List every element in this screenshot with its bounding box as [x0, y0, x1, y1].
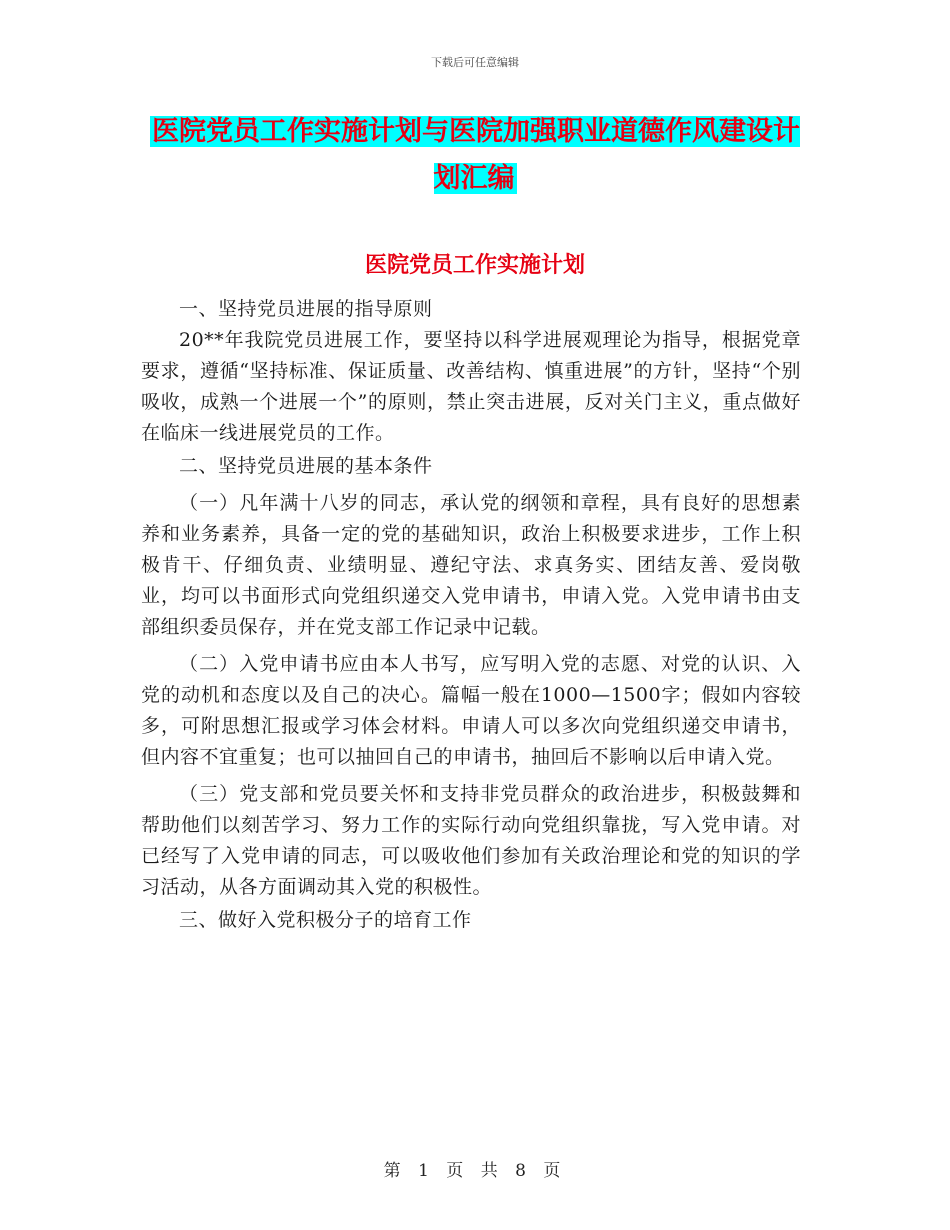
paragraph-principles: 20**年我院党员进展工作，要坚持以科学进展观理论为指导，根据党章要求，遵循“坚持标准、保证质量、改善结构、慎重进展”的方针，坚持“个别吸收，成熟一个进展一个”的原则，禁止突击进展，反对关门主义，重点做好在临床一线进展党员的工作。	[141, 329, 801, 444]
section-title: 医院党员工作实施计划	[364, 252, 585, 278]
document-title-text: 医院党员工作实施计划与医院加强职业道德作风建设计划汇编	[152, 116, 800, 194]
document-title	[140, 108, 810, 202]
heading-training: 三、做好入党积极分子的培育工作	[179, 909, 472, 931]
paragraph-condition-2: （二）入党申请书应由本人书写，应写明入党的志愿、对党的认识、入党的动机和态度以及自己的决心。篇幅一般在1000—1500字；假如内容较多，可附思想汇报或学习体会材料。申请人可以多次向党组织递交申请书，但内容不宜重复；也可以抽回自己的申请书，抽回后不影响以后申请入党。	[141, 653, 801, 768]
paragraph-condition-1: （一）凡年满十八岁的同志，承认党的纲领和章程，具有良好的思想素养和业务素养，具备一定的党的基础知识，政治上积极要求进步，工作上积极肯干、仔细负责、业绩明显、遵纪守法、求真务实、团结友善、爱岗敬业，均可以书面形式向党组织递交入党申请书，申请入党。入党申请书由支部组织委员保存，并在党支部工作记录中记载。	[141, 492, 801, 638]
page-header-note: 下载后可任意编辑	[431, 56, 519, 69]
document-body	[141, 292, 801, 936]
page-number-footer: 第 1 页 共 8 页	[383, 1161, 567, 1181]
heading-conditions: 二、坚持党员进展的基本条件	[179, 455, 433, 477]
heading-principles: 一、坚持党员进展的指导原则	[179, 298, 433, 320]
paragraph-condition-3: （三）党支部和党员要关怀和支持非党员群众的政治进步，积极鼓舞和帮助他们以刻苦学习、努力工作的实际行动向党组织靠拢，写入党申请。对已经写了入党申请的同志，可以吸收他们参加有关政治理论和党的知识的学习活动，从各方面调动其入党的积极性。	[141, 783, 801, 898]
